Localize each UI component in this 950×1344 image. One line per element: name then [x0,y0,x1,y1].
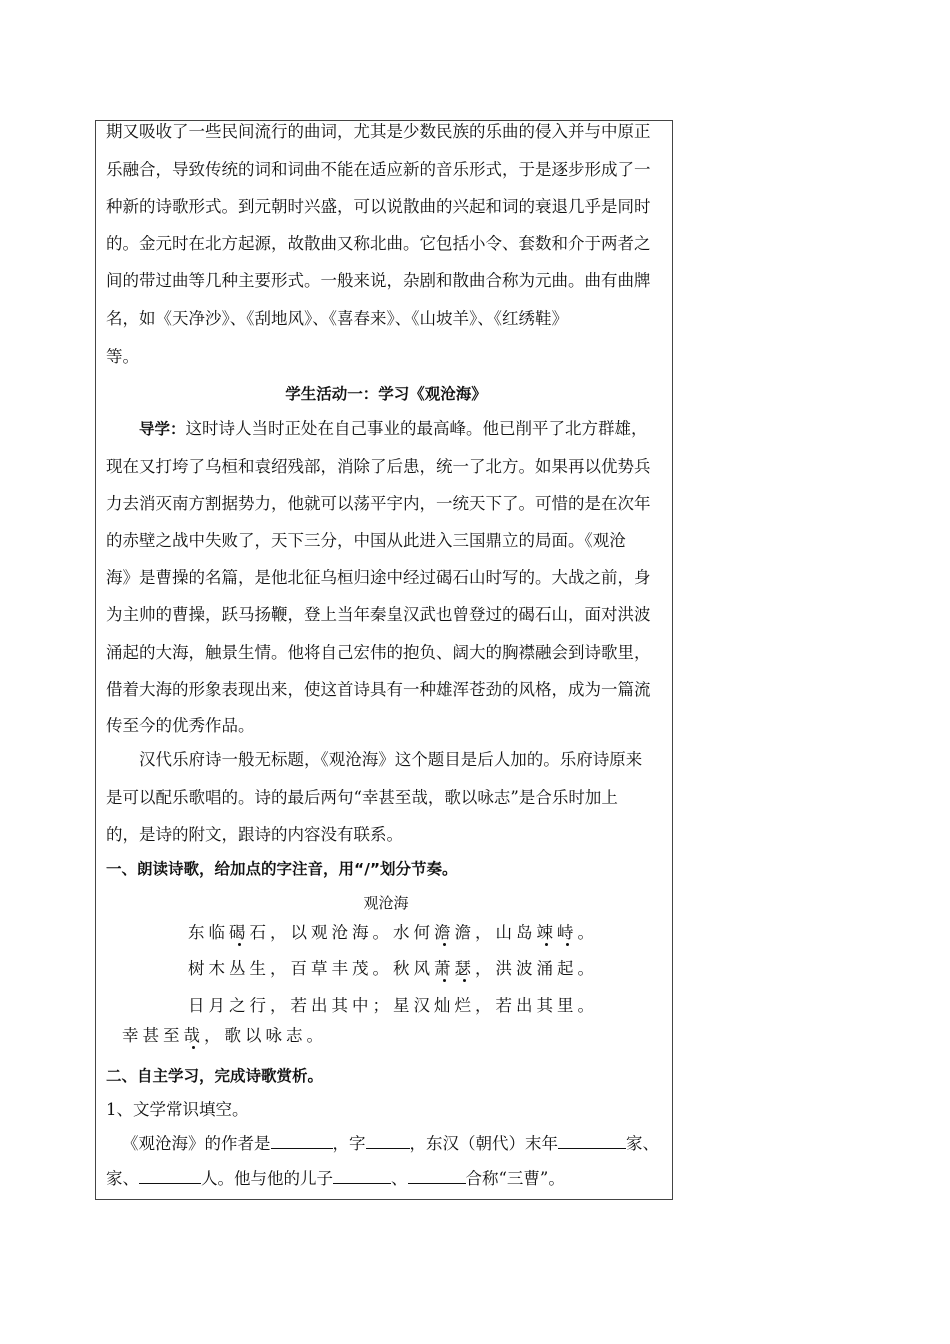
dotted-char: 萧 [434,959,455,978]
fill-text: 、 [391,1169,408,1188]
poem-line: 日月之行，若出其中；星汉灿烂，若出其里。 [188,996,598,1015]
guide-first-line [106,419,666,439]
dotted-char: 瑟 [454,959,475,978]
fill-text: 合称“三曹”。 [465,1169,565,1188]
activity-title: 学生活动一：学习《观沧海》 [285,385,487,403]
answer-blank[interactable] [139,1168,201,1184]
dotted-char: 澹 [434,923,455,942]
poem-text: 石，以观沧海。水何 [249,923,434,942]
fill-text: 《观沧海》的作者是 [122,1134,271,1153]
fill-line [122,1133,667,1154]
intro-line: 间的带过曲等几种主要形式。一般来说，杂剧和散曲合称为元曲。曲有曲牌 [106,271,651,290]
answer-blank[interactable] [333,1168,391,1184]
dotted-char: 碣 [229,923,250,942]
poem-text: ，歌以咏志。 [204,1026,327,1045]
fill-text: 家、 [626,1134,659,1153]
poem-line [122,1026,662,1046]
guide-line: 力去消灭南方割据势力，他就可以荡平宇内，一统天下了。可惜的是在次年 [106,494,651,513]
section-heading: 二、自主学习，完成诗歌赏析。 [106,1067,324,1085]
question-item: 1、文学常识填空。 [106,1100,249,1119]
guide-text: 这时诗人当时正处在自己事业的最高峰。他已削平了北方群雄， [185,419,648,438]
answer-blank[interactable] [408,1168,466,1184]
guide-line: 的赤壁之战中失败了，天下三分，中国从此进入三国鼎立的局面。《观沧 [106,531,626,550]
fill-text: ，东汉（朝代）末年 [409,1134,558,1153]
poem-text: 澹，山岛 [454,923,537,942]
fill-line [106,1168,666,1189]
section-heading: 一、朗读诗歌，给加点的字注音，用“/”划分节奏。 [106,860,458,878]
dotted-char: 哉 [183,1026,204,1045]
intro-line: 种新的诗歌形式。到元朝时兴盛，可以说散曲的兴起和词的衰退几乎是同时 [106,197,651,216]
poem-text: 。 [577,923,598,942]
intro-line: 名，如《天净沙》、《刮地风》、《喜春来》、《山坡羊》、《红绣鞋》 [106,309,568,328]
guide-line: 涌起的大海，触景生情。他将自己宏伟的抱负、阔大的胸襟融会到诗歌里， [106,643,651,662]
poem-line [188,923,668,943]
intro-line: 乐融合，导致传统的词和词曲不能在适应新的音乐形式，于是逐步形成了一 [106,160,651,179]
guide-label: 导学： [139,420,186,438]
answer-blank[interactable] [558,1133,626,1149]
dotted-char: 峙 [557,923,578,942]
guide-line: 为主帅的曹操，跃马扬鞭，登上当年秦皇汉武也曾登过的碣石山，面对洪波 [106,605,651,624]
guide-line: 传至今的优秀作品。 [106,716,255,735]
poem-text: 树木丛生，百草丰茂。秋风 [188,959,434,978]
fill-text: ，字 [332,1134,366,1153]
fill-text: 人。他与他的儿子 [201,1169,333,1188]
note-line: 的，是诗的附文，跟诗的内容没有联系。 [106,825,403,844]
poem-text: 幸甚至 [122,1026,184,1045]
note-line: 是可以配乐歌唱的。诗的最后两句“幸甚至哉，歌以咏志”是合乐时加上 [106,788,618,807]
guide-line: 海》是曹操的名篇，是他北征乌桓归途中经过碣石山时写的。大战之前，身 [106,568,651,587]
poem-title: 观沧海 [363,894,409,912]
guide-line: 现在又打垮了乌桓和袁绍残部，消除了后患，统一了北方。如果再以优势兵 [106,457,651,476]
note-line: 汉代乐府诗一般无标题，《观沧海》这个题目是后人加的。乐府诗原来 [139,750,643,769]
intro-line: 期又吸收了一些民间流行的曲词，尤其是少数民族的乐曲的侵入并与中原正 [106,122,651,141]
guide-line: 借着大海的形象表现出来，使这首诗具有一种雄浑苍劲的风格，成为一篇流 [106,680,651,699]
poem-text: ，洪波涌起。 [475,959,598,978]
intro-line: 的。金元时在北方起源，故散曲又称北曲。它包括小令、套数和介于两者之 [106,234,651,253]
poem-line [188,959,668,979]
dotted-char: 竦 [536,923,557,942]
poem-text: 东临 [188,923,229,942]
answer-blank[interactable] [366,1133,410,1149]
answer-blank[interactable] [271,1133,333,1149]
fill-text: 家、 [106,1169,139,1188]
intro-line: 等。 [106,347,139,366]
